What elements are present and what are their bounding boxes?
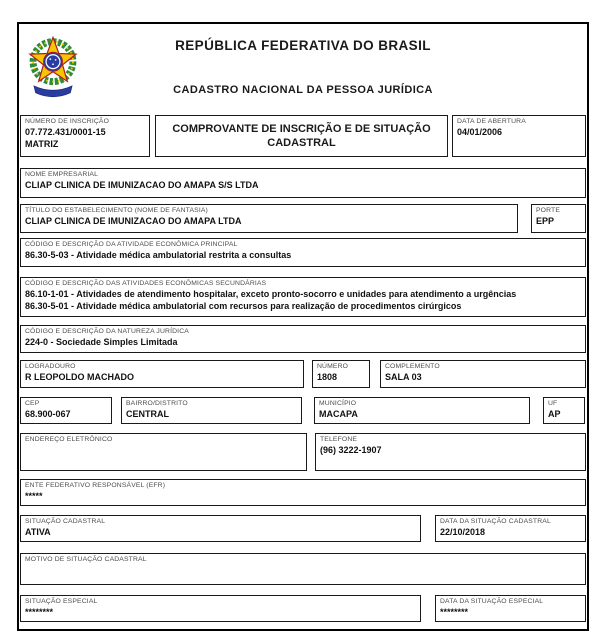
field-label: ENTE FEDERATIVO RESPONSÁVEL (EFR) [25,482,166,489]
field-value: CLIAP CLINICA DE IMUNIZACAO DO AMAPA S/S LTDA [25,179,259,190]
field-value: SALA 03 [385,371,422,382]
certificate-title: COMPROVANTE DE INSCRIÇÃO E DE SITUAÇÃO CADASTRAL [172,122,431,149]
field-value-matriz: MATRIZ [25,139,59,150]
page-subtitle: CADASTRO NACIONAL DA PESSOA JURÍDICA [173,84,433,96]
field-label: LOGRADOURO [25,363,76,370]
field-value-line2: 86.30-5-01 - Atividade médica ambulatorial com recursos para realização de procedimentos cirúrgicos [25,301,462,312]
field-uf [543,397,585,424]
field-label: SITUAÇÃO ESPECIAL [25,598,98,605]
field-value: 1808 [317,371,338,382]
field-label: DATA DA SITUAÇÃO CADASTRAL [440,518,551,525]
field-value [21,444,306,445]
field-value: AP [548,408,561,419]
field-label: BAIRRO/DISTRITO [126,400,188,407]
field-label: SITUAÇÃO CADASTRAL [25,518,106,525]
field-label: NÚMERO [317,363,349,370]
field-logradouro [20,360,304,388]
field-atividade-principal [20,238,586,267]
field-value: EPP [536,215,555,226]
field-label: ENDEREÇO ELETRÔNICO [25,436,113,443]
field-motivo-situacao-cadastral [20,553,586,585]
field-situacao-cadastral [20,515,421,542]
field-natureza-juridica [20,325,586,353]
field-value: CENTRAL [126,408,169,419]
field-value: 07.772.431/0001-15 [25,126,106,137]
field-numero-inscricao [20,115,150,157]
field-bairro-distrito [121,397,302,424]
field-label: DATA DE ABERTURA [457,118,526,125]
field-value: R LEOPOLDO MACHADO [25,371,134,382]
field-value [21,564,585,565]
field-label: UF [548,400,558,407]
field-value: MACAPA [319,408,358,419]
field-label: MOTIVO DE SITUAÇÃO CADASTRAL [25,556,147,563]
field-numero [312,360,370,388]
field-data-abertura [452,115,586,157]
certificate-title-box [155,115,448,157]
field-cep [20,397,112,424]
field-endereco-eletronico [20,433,307,471]
field-data-situacao-especial [435,595,586,622]
field-label: COMPLEMENTO [385,363,440,370]
field-label: NOME EMPRESARIAL [25,171,99,178]
field-municipio [314,397,530,424]
field-value: ***** [25,490,43,501]
field-label: PORTE [536,207,561,214]
field-atividades-secundarias [20,277,586,317]
field-label: MUNICÍPIO [319,400,357,407]
field-value: CLIAP CLINICA DE IMUNIZACAO DO AMAPA LTDA [25,215,242,226]
field-nome-empresarial [20,168,586,198]
field-label: TÍTULO DO ESTABELECIMENTO (NOME DE FANTASIA) [25,207,208,214]
page-title: REPÚBLICA FEDERATIVA DO BRASIL [175,38,431,53]
field-label: CÓDIGO E DESCRIÇÃO DA NATUREZA JURÍDICA [25,328,189,335]
field-value: ******** [25,606,54,617]
field-value: ******** [440,606,469,617]
field-complemento [380,360,586,388]
field-label: CÓDIGO E DESCRIÇÃO DAS ATIVIDADES ECONÔMICAS SECUNDÁRIAS [25,280,267,287]
field-telefone [315,433,586,471]
field-value: ATIVA [25,526,51,537]
field-label: CÓDIGO E DESCRIÇÃO DA ATIVIDADE ECONÔMICA PRINCIPAL [25,241,238,248]
field-efr [20,479,586,506]
field-label: CEP [25,400,40,407]
field-label: TELEFONE [320,436,358,443]
field-value: (96) 3222-1907 [320,444,382,455]
field-value: 22/10/2018 [440,526,486,537]
field-value: 224-0 - Sociedade Simples Limitada [25,336,178,347]
field-value-line1: 86.10-1-01 - Atividades de atendimento hospitalar, exceto pronto-socorro e unidades para atendimento a urgências [25,288,517,299]
field-nome-fantasia [20,204,518,233]
field-data-situacao-cadastral [435,515,586,542]
field-value: 04/01/2006 [457,126,503,137]
field-situacao-especial [20,595,421,622]
field-value: 86.30-5-03 - Atividade médica ambulatorial restrita a consultas [25,249,292,260]
field-value: 68.900-067 [25,408,71,419]
field-label: NÚMERO DE INSCRIÇÃO [25,118,110,125]
field-porte [531,204,586,233]
field-label: DATA DA SITUAÇÃO ESPECIAL [440,598,544,605]
